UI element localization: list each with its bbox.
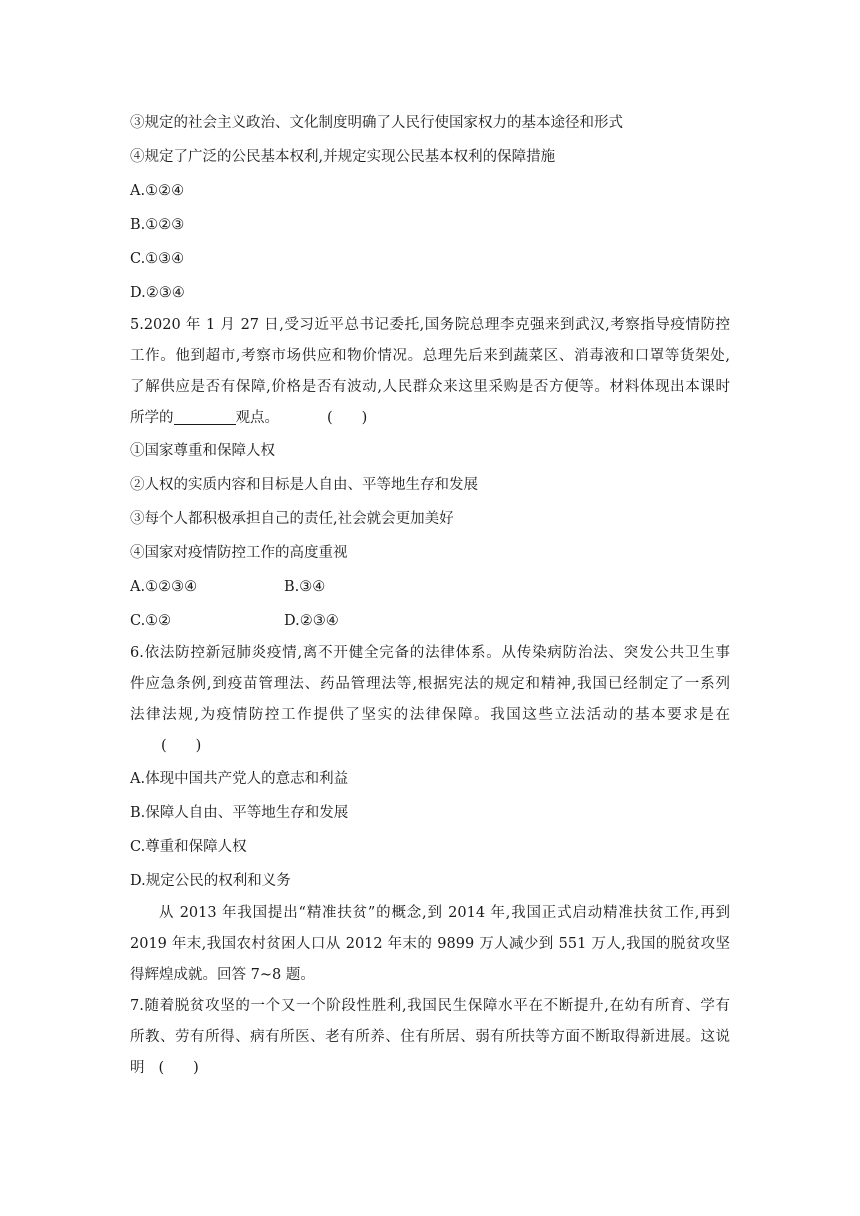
q5-statement-1: ①国家尊重和保障人权 <box>130 443 275 459</box>
q6-stem-line-3: 法律法规,为疫情防控工作提供了坚实的法律保障。我国这些立法活动的基本要求是在 <box>130 707 730 723</box>
q5-options-row-1 <box>130 570 730 604</box>
q5-stem-line-2: 工作。他到超市,考察市场供应和物价情况。总理先后来到蔬菜区、消毒液和口罩等货架处, <box>130 348 730 364</box>
q6-option-c: C.尊重和保障人权 <box>130 839 247 855</box>
q5-stem-line-4 <box>130 403 730 434</box>
q5-statement-2: ②人权的实质内容和目标是人自由、平等地生存和发展 <box>130 477 478 493</box>
q4-option-c: C.①③④ <box>130 251 185 267</box>
q4-option-a: A.①②④ <box>130 183 185 199</box>
passage-line-2: 2019 年末,我国农村贫困人口从 2012 年末的 9899 万人减少到 551 万人,我国的脱贫攻坚 <box>130 936 730 952</box>
q6-option-a: A.体现中国共产党人的意志和利益 <box>130 771 349 787</box>
q7-stem-line-3 <box>130 1053 730 1084</box>
question-5 <box>130 310 730 638</box>
passage-line-1: 从 2013 年我国提出“精准扶贫”的概念,到 2014 年,我国正式启动精准扶贫工作,再到 <box>159 905 730 921</box>
q5-stem-line-3: 了解供应是否有保障,价格是否有波动,人民群众来这里采购是否方便等。材料体现出本课时 <box>130 379 730 395</box>
q5-fill-blank <box>174 406 236 425</box>
q5-option-c: C.①② <box>130 613 172 629</box>
q4-statement-4: ④规定了广泛的公民基本权利,并规定实现公民基本权利的保障措施 <box>130 149 556 165</box>
q5-options-row-2 <box>130 604 730 638</box>
q5-statement-4: ④国家对疫情防控工作的高度重视 <box>130 545 348 561</box>
q4-option-d: D.②③④ <box>130 285 185 301</box>
q5-stem-suffix: 观点。 <box>235 410 279 426</box>
q5-statement-3: ③每个人都积极承担自己的责任,社会就会更加美好 <box>130 511 454 527</box>
q7-stem-line-2: 所教、劳有所得、病有所医、老有所养、住有所居、弱有所扶等方面不断取得新进展。这说 <box>130 1029 730 1045</box>
q5-stem-line-1: 5.2020 年 1 月 27 日,受习近平总书记委托,国务院总理李克强来到武汉,考察指导疫情防控 <box>130 317 730 333</box>
question-7 <box>130 991 730 1084</box>
q4-statement-3: ③规定的社会主义政治、文化制度明确了人民行使国家权力的基本途径和形式 <box>130 115 623 131</box>
q7-stem-line-1: 7.随着脱贫攻坚的一个又一个阶段性胜利,我国民生保障水平在不断提升,在幼有所育、学有 <box>130 998 730 1014</box>
question-6 <box>130 638 730 898</box>
reading-passage <box>130 898 730 991</box>
q5-option-d: D.②③④ <box>284 613 339 629</box>
passage-line-3: 得辉煌成就。回答 7~8 题。 <box>130 967 315 983</box>
q6-stem-line-1: 6.依法防控新冠肺炎疫情,离不开健全完备的法律体系。从传染病防治法、突发公共卫生事 <box>130 645 730 661</box>
q6-answer-bracket: ( ) <box>161 738 202 754</box>
q4-option-b: B.①②③ <box>130 217 185 233</box>
q6-option-d: D.规定公民的权利和义务 <box>130 873 291 889</box>
q5-option-b: B.③④ <box>284 579 326 595</box>
q5-answer-bracket: ( ) <box>327 410 368 426</box>
q5-stem-prefix: 所学的 <box>130 410 174 426</box>
q7-answer-bracket: ( ) <box>158 1060 199 1076</box>
document-body <box>130 106 730 1084</box>
q6-stem-line-2: 件应急条例,到疫苗管理法、药品管理法等,根据宪法的规定和精神,我国已经制定了一系列 <box>130 676 730 692</box>
q6-option-b: B.保障人自由、平等地生存和发展 <box>130 805 349 821</box>
q5-option-a: A.①②③④ <box>130 579 198 595</box>
q7-stem-end: 明 <box>130 1060 145 1076</box>
